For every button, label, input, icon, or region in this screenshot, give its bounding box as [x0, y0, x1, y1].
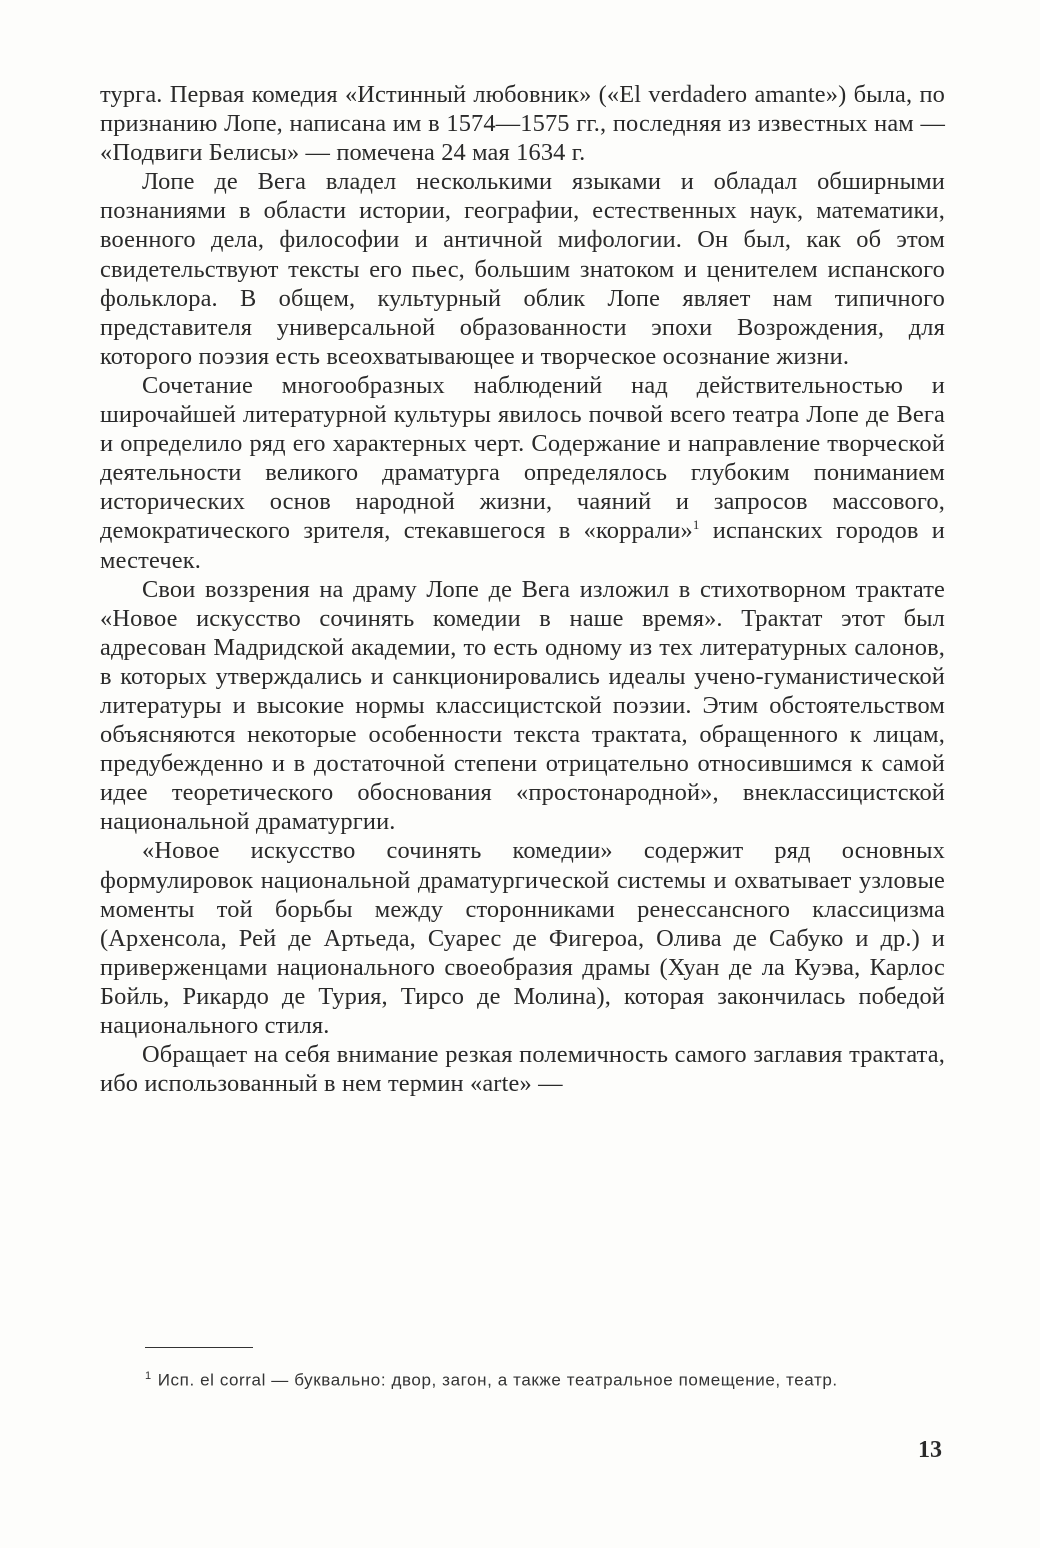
- paragraph-3: [100, 371, 945, 575]
- body-text: [100, 80, 945, 1098]
- paragraph-6: Обращает на себя внимание резкая полемичность самого заглавия трактата, ибо использованный в нем термин «arte» —: [100, 1041, 945, 1098]
- paragraph-5: «Новое искусство сочинять комедии» содержит ряд основных формулировок национальной драматургической системы и охватывает узловые моменты той борьбы между сторонниками ренессансного классицизма (Архенсола, Рей де Артьеда, Суарес де Фигероа, Олива де Сабуко и др.) и приверженцами национального своеобразия драмы (Хуан де ла Куэва, Карлос Бойль, Рикардо де Турия, Тирсо де Молина), которая закончилась победой национального стиля.: [100, 837, 945, 1039]
- paragraph-3-tail: испанских городов и местечек.: [100, 517, 946, 574]
- footnote-reference[interactable]: 1: [692, 517, 700, 533]
- paragraph-4: Свои воззрения на драму Лопе де Вега изложил в стихотворном трактате «Новое искусство сочинять комедии в наше время». Трактат этот был адресован Мадридской академии, то есть одному из тех литературных салонов, в которых утверждались и санкционировались идеалы учено-гуманистической литературы и высокие нормы классицистской поэзии. Этим обстоятельством объясняются некоторые особенности текста трактата, обращенного к лицам, предубежденно и в достаточной степени отрицательно относившимся к самой идее теоретического обоснования «простонародной», внеклассицистской национальной драматургии.: [100, 575, 945, 836]
- footnote: [145, 1364, 945, 1393]
- paragraph-2: Лопе де Вега владел несколькими языками и обладал обширными познаниями в области истории, географии, естественных наук, математики, военного дела, философии и античной мифологии. Он был, как об этом свидетельствуют тексты его пьес, большим знатоком и ценителем испанского фольклора. В общем, культурный облик Лопе являет нам типичного представителя универсальной образованности эпохи Возрождения, для которого поэзия есть всеохватывающее и творческое осознание жизни.: [100, 168, 945, 370]
- footnote-text: Исп. el corral — буквально: двор, загон, а также театральное помещение, театр.: [157, 1370, 838, 1390]
- page-number: 13: [918, 1437, 942, 1463]
- footnote-mark: 1: [145, 1370, 152, 1382]
- paragraph-1: тургa. Первая комедия «Истинный любовник» («El verdadero amante») была, по признанию Лопе, написана им в 1574—1575 гг., последняя из известных нам — «Подвиги Белисы» — помечена 24 мая 1634 г.: [100, 81, 945, 167]
- paragraph-3-text: Сочетание многообразных наблюдений над действительностью и широчайшей литературной культуры явилось почвой всего театра Лопе де Вега и определило ряд его характерных черт. Содержание и направление творческой деятельности великого драматурга определялось глубоким пониманием исторических основ народной жизни, чаяний и запросов массового, демократического зрителя, стекавшегося в «коррали»: [100, 371, 945, 545]
- footnote-divider: [145, 1347, 253, 1348]
